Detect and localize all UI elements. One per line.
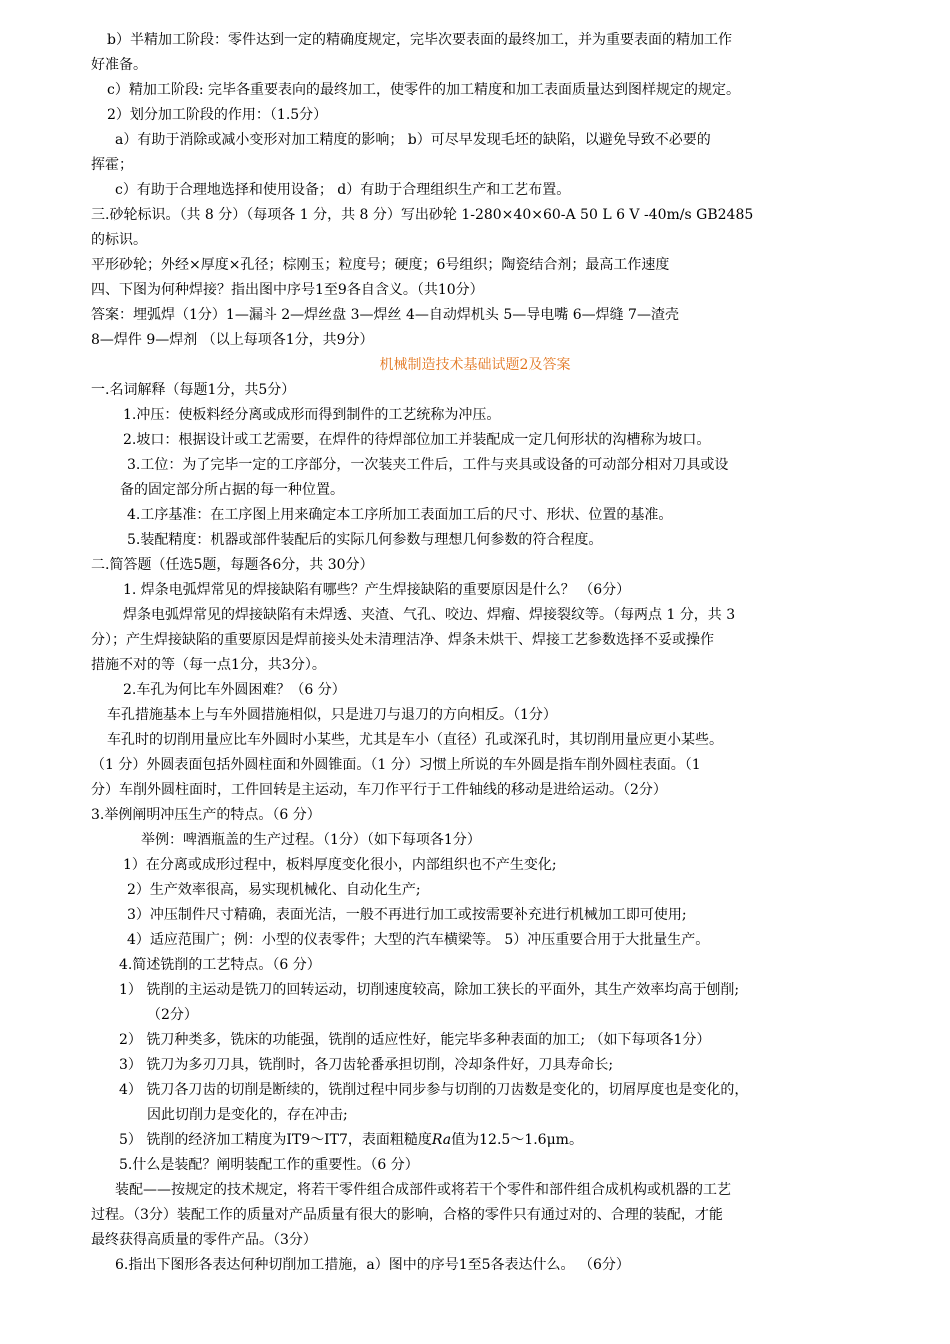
text-line: 因此切削力是变化的，存在冲击;: [147, 1107, 348, 1123]
section-heading: 四、下图为何种焊接？指出图中序号1至9各自含义。（共10分）: [91, 282, 484, 298]
text-line: a）有助于消除或减小变形对加工精度的影响； b）可尽早发现毛坯的缺陷，以避免导致不必要的: [115, 132, 711, 148]
text-line: 4）适应范围广；例：小型的仪表零件；大型的汽车横梁等。 5）冲压重要合用于大批量生产。: [127, 932, 710, 948]
text-line: c）有助于合理地选择和使用设备； d）有助于合理组织生产和工艺布置。: [115, 182, 571, 198]
text-line: 3.工位：为了完毕一定的工序部分，一次装夹工件后，工件与夹具或设备的可动部分相对刀具或设: [127, 457, 729, 473]
section-heading: 一.名词解释（每题1分，共5分）: [91, 382, 296, 398]
text-line: 挥霍；: [91, 157, 133, 173]
text-line: 的标识。: [91, 232, 147, 248]
question: 2.车孔为何比车外圆困难？（6 分）: [123, 682, 346, 698]
question: 3.举例阐明冲压生产的特点。（6 分）: [91, 807, 321, 823]
text-line: 措施不对的等（每一点1分，共3分）。: [91, 657, 326, 673]
text-line: 分）车削外圆柱面时，工件回转是主运动，车刀作平行于工件轴线的移动是进给运动。（2分）: [91, 782, 667, 798]
text-line: 3） 铣刀为多刃刀具，铣削时，各刀齿轮番承担切削，冷却条件好，刀具寿命长;: [119, 1057, 614, 1073]
text-line: （2分）: [147, 1007, 198, 1023]
text-line: （1 分）外圆表面包括外圆柱面和外圆锥面。（1 分）习惯上所说的车外圆是指车削外圆柱表面。（1: [91, 757, 701, 773]
document-title: 机械制造技术基础试题2及答案: [379, 357, 571, 373]
text-line: 2.坡口：根据设计或工艺需要，在焊件的待焊部位加工并装配成一定几何形状的沟槽称为坡口。: [123, 432, 711, 448]
text-line: c）精加工阶段: 完毕各重要表向的最终加工，使零件的加工精度和加工表面质量达到图样规定的规定。: [107, 82, 741, 98]
text-line: b）半精加工阶段：零件达到一定的精确度规定，完毕次要表面的最终加工，并为重要表面的精加工作: [107, 32, 732, 48]
text-line: 4） 铣刀各刀齿的切削是断续的，铣削过程中同步参与切削的刀齿数是变化的，切屑厚度也是变化的，: [119, 1082, 749, 1098]
text-line: 备的固定部分所占据的每一种位置。: [120, 482, 344, 498]
text-line: 过程。（3分）装配工作的质量对产品质量有很大的影响，合格的零件只有通过对的、合理的装配，才能: [91, 1207, 723, 1223]
roughness-symbol: Ra: [431, 1132, 452, 1148]
question: 1. 焊条电弧焊常见的焊接缺陷有哪些？产生焊接缺陷的重要原因是什么？ （6分）: [123, 582, 631, 598]
text-line: 好准备。: [91, 57, 147, 73]
text-line: 4.工序基准：在工序图上用来确定本工序所加工表面加工后的尺寸、形状、位置的基准。: [127, 507, 673, 523]
text-line: 车孔时的切削用量应比车外圆时小某些，尤其是车小（直径）孔或深孔时，其切削用量应更小某些。: [107, 732, 723, 748]
text-line: 1）在分离或成形过程中，板料厚度变化很小，内部组织也不产生变化;: [123, 857, 557, 873]
text-segment: 值为12.5～1.6μm。: [451, 1132, 583, 1148]
text-line: 8—焊件 9—焊剂 （以上每项各1分，共9分）: [91, 332, 374, 348]
text-line: 2）生产效率很高，易实现机械化、自动化生产;: [127, 882, 421, 898]
text-line: 最终获得高质量的零件产品。（3分）: [91, 1232, 317, 1248]
section-heading: 三.砂轮标识。（共 8 分）（每项各 1 分，共 8 分）写出砂轮 1-280×40×60-A 50 L 6 V -40m/s GB2485: [91, 207, 754, 223]
section-heading: 二.简答题（任选5题，每题各6分，共 30分）: [91, 557, 374, 573]
question: 5.什么是装配？阐明装配工作的重要性。（6 分）: [119, 1157, 419, 1173]
question: 6.指出下图形各表达何种切削加工措施，a）图中的序号1至5各表达什么。 （6分）: [115, 1257, 630, 1273]
text-line: 5.装配精度：机器或部件装配后的实际几何参数与理想几何参数的符合程度。: [127, 532, 603, 548]
text-line: 2） 铣刀种类多，铣床的功能强，铣削的适应性好，能完毕多种表面的加工; （如下每项各1分）: [119, 1032, 711, 1048]
text-line: [119, 1128, 583, 1152]
question: 4.简述铣削的工艺特点。（6 分）: [119, 957, 321, 973]
text-line: 答案：埋弧焊（1分）1—漏斗 2—焊丝盘 3—焊丝 4—自动焊机头 5—导电嘴 6—焊缝 7—渣壳: [91, 307, 679, 323]
text-line: 1.冲压：使板料经分离或成形而得到制件的工艺统称为冲压。: [123, 407, 501, 423]
text-line: 1） 铣削的主运动是铣刀的回转运动，切削速度较高，除加工狭长的平面外，其生产效率均高于刨削;: [119, 982, 740, 998]
text-line: 举例：啤酒瓶盖的生产过程。（1分）（如下每项各1分）: [141, 832, 481, 848]
text-line: 装配——按规定的技术规定，将若干零件组合成部件或将若干个零件和部件组合成机构或机器的工艺: [115, 1182, 731, 1198]
text-line: 分）；产生焊接缺陷的重要原因是焊前接头处未清理洁净、焊条未烘干、焊接工艺参数选择不妥或操作: [91, 632, 714, 648]
text-line: 焊条电弧焊常见的焊接缺陷有未焊透、夹渣、气孔、咬边、焊瘤、焊接裂纹等。（每两点 1 分，共 3: [123, 607, 736, 623]
text-line: 车孔措施基本上与车外圆措施相似，只是进刀与退刀的方向相反。（1分）: [107, 707, 557, 723]
text-line: 3）冲压制件尺寸精确，表面光洁，一般不再进行加工或按需要补充进行机械加工即可使用;: [127, 907, 687, 923]
text-line: 2）划分加工阶段的作用：（1.5分）: [107, 107, 328, 123]
text-segment: 5） 铣削的经济加工精度为IT9～IT7，表面粗糙度: [119, 1132, 432, 1148]
text-line: 平形砂轮；外经×厚度×孔径；棕刚玉；粒度号；硬度；6号组织；陶瓷结合剂；最高工作速度: [91, 257, 670, 273]
